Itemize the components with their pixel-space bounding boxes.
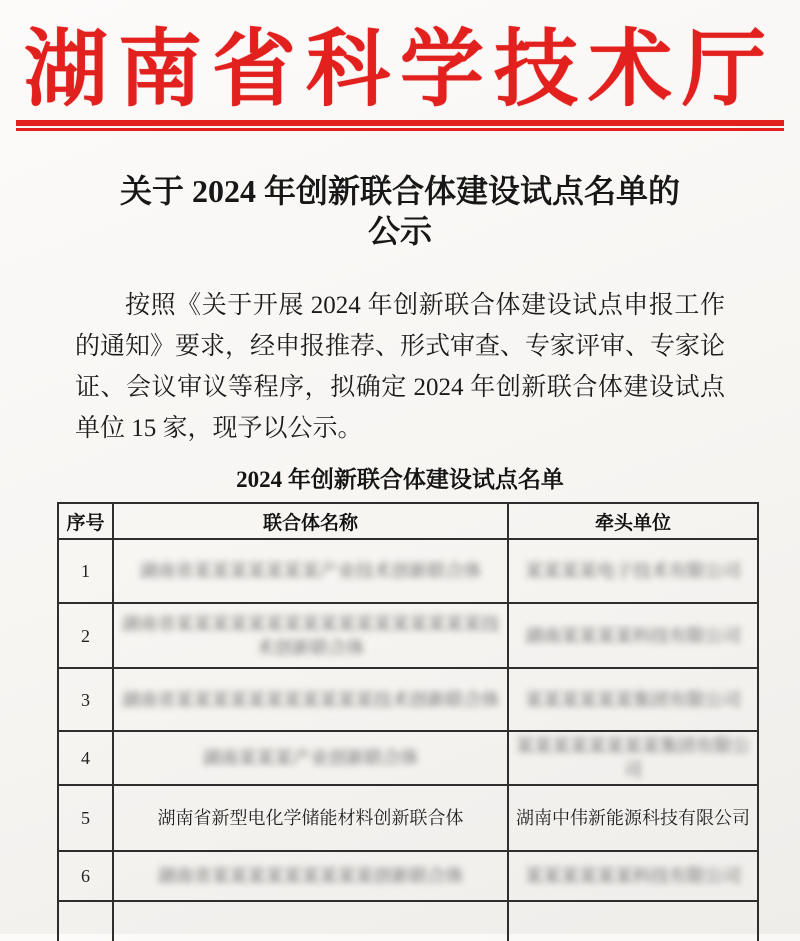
agency-title: 湖南省科学技术厅 — [23, 24, 776, 117]
header-cell-lead-unit: 牵头单位 — [508, 503, 758, 539]
lead-unit-name: 某某某某某某科技有限公司 — [508, 851, 758, 901]
table-header-row — [58, 503, 758, 539]
row-number: 3 — [58, 668, 113, 731]
header-cell-consortium: 联合体名称 — [113, 503, 508, 539]
lead-unit-name: 某某某某电子技术有限公司 — [508, 539, 758, 603]
row-number: 6 — [58, 851, 113, 901]
lead-unit-name: 某某某某某某某某集团有限公司 — [508, 731, 758, 785]
row-number: 5 — [58, 785, 113, 851]
consortium-name: 湖南某某某产业创新联合体 — [113, 731, 508, 785]
consortium-name — [113, 901, 508, 941]
consortium-name: 湖南省新型电化学储能材料创新联合体 — [113, 785, 508, 851]
table-row — [58, 851, 758, 901]
document-title-line1: 关于 2024 年创新联合体建设试点名单的 — [119, 173, 680, 209]
table-row — [58, 785, 758, 851]
header-cell-index: 序号 — [58, 503, 113, 539]
red-double-rule — [16, 120, 784, 131]
announcement-body: 按照《关于开展 2024 年创新联合体建设试点申报工作的通知》要求，经申报推荐、形式审查、专家评审、专家论证、会议审议等程序，拟确定 2024 年创新联合体建设试点单位 15 家，现予以公示。 — [75, 292, 726, 442]
table-row — [58, 668, 758, 731]
table-title: 2024 年创新联合体建设试点名单 — [236, 467, 564, 492]
table-row — [58, 731, 758, 785]
consortium-name: 湖南省某某某某某某某某某某某技术创新联合体 — [113, 668, 508, 731]
table-row — [58, 539, 758, 603]
lead-unit-name: 某某某某某某集团有限公司 — [508, 668, 758, 731]
row-number — [58, 901, 113, 941]
consortium-name: 湖南省某某某某某某某产业技术创新联合体 — [113, 539, 508, 603]
consortium-name: 湖南省某某某某某某某某某创新联合体 — [113, 851, 508, 901]
row-number: 2 — [58, 603, 113, 668]
table-row — [58, 603, 758, 668]
table-row-partial — [58, 901, 758, 941]
document-title — [0, 171, 800, 251]
row-number: 4 — [58, 731, 113, 785]
pilot-list-table — [57, 502, 759, 941]
row-number: 1 — [58, 539, 113, 603]
consortium-name: 湖南省某某某某某某某某某某某某某某某某某技术创新联合体 — [113, 603, 508, 668]
lead-unit-name: 湖南中伟新能源科技有限公司 — [508, 785, 758, 851]
red-rule-thin — [16, 128, 784, 131]
lead-unit-name — [508, 901, 758, 941]
lead-unit-name: 湖南某某某某科技有限公司 — [508, 603, 758, 668]
document-title-line2: 公示 — [367, 213, 432, 249]
